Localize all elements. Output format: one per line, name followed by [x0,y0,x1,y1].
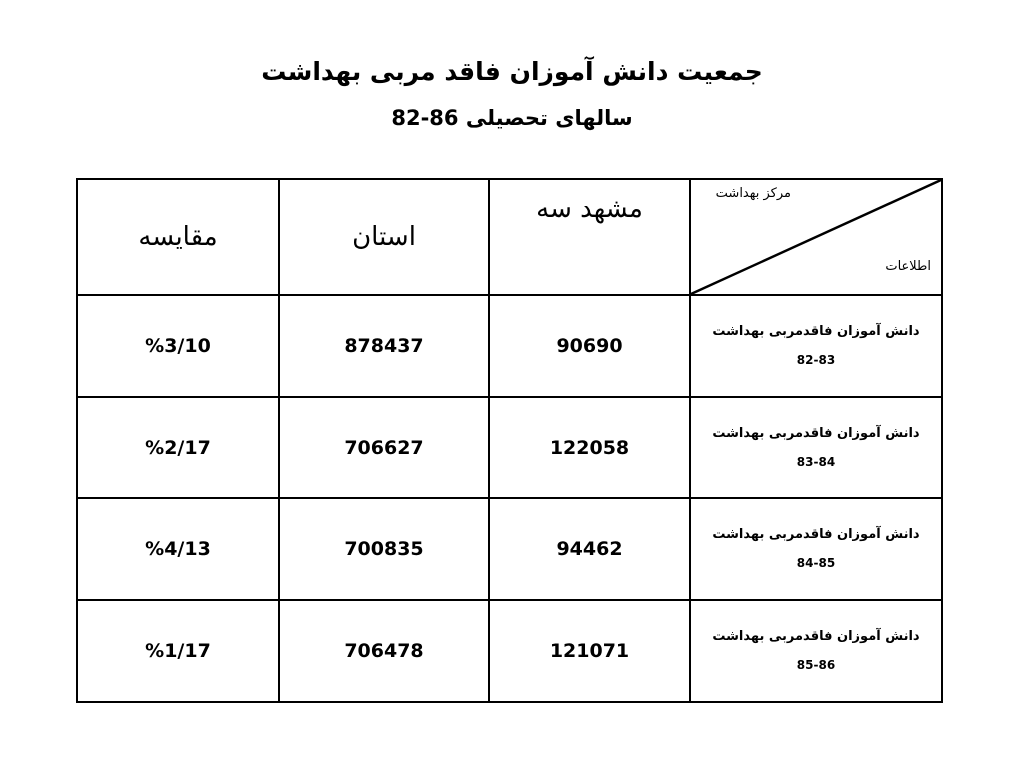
cell-mashhad: 90690 [489,295,690,397]
row-label-text: دانش آموزان فاقدمربی بهداشت [712,425,920,441]
cell-moghayese: %2/17 [77,397,279,498]
row-label-text: دانش آموزان فاقدمربی بهداشت [712,629,920,644]
corner-label-bottom: اطلاعات [885,259,931,274]
table-row [77,295,942,397]
row-label [690,295,942,397]
row-label-year: 82-83 [796,353,836,367]
cell-ostan: 706478 [279,600,489,702]
row-label-year: 85-86 [796,658,836,672]
cell-moghayese: %1/17 [77,600,279,702]
header-row [77,179,942,295]
cell-moghayese: %4/13 [77,498,279,600]
cell-ostan: 706627 [279,397,489,498]
row-label-text: دانش آموزان فاقدمربی بهداشت [712,527,920,542]
data-table [76,178,943,703]
header-ostan: استان [279,179,489,295]
row-label [690,600,942,702]
cell-moghayese: %3/10 [77,295,279,397]
cell-ostan: 700835 [279,498,489,600]
table-row [77,397,942,498]
row-label-year: 83-84 [796,454,836,469]
header-moghayese: مقایسه [77,179,279,295]
cell-mashhad: 122058 [489,397,690,498]
table-row [77,498,942,600]
cell-ostan: 878437 [279,295,489,397]
corner-cell [690,179,942,295]
row-label [690,498,942,600]
page-title: جمعیت دانش آموزان فاقد مربی بهداشت [261,57,763,86]
page-subtitle: سالهای تحصیلی 86-82 [391,106,633,130]
corner-label-top: مرکز بهداشت [715,186,791,201]
cell-mashhad: 121071 [489,600,690,702]
row-label-text: دانش آموزان فاقدمربی بهداشت [712,324,920,339]
header-mashhad: مشهد سه [489,179,690,295]
row-label [690,397,942,498]
cell-mashhad: 94462 [489,498,690,600]
row-label-year: 84-85 [796,556,836,570]
table-row [77,600,942,702]
